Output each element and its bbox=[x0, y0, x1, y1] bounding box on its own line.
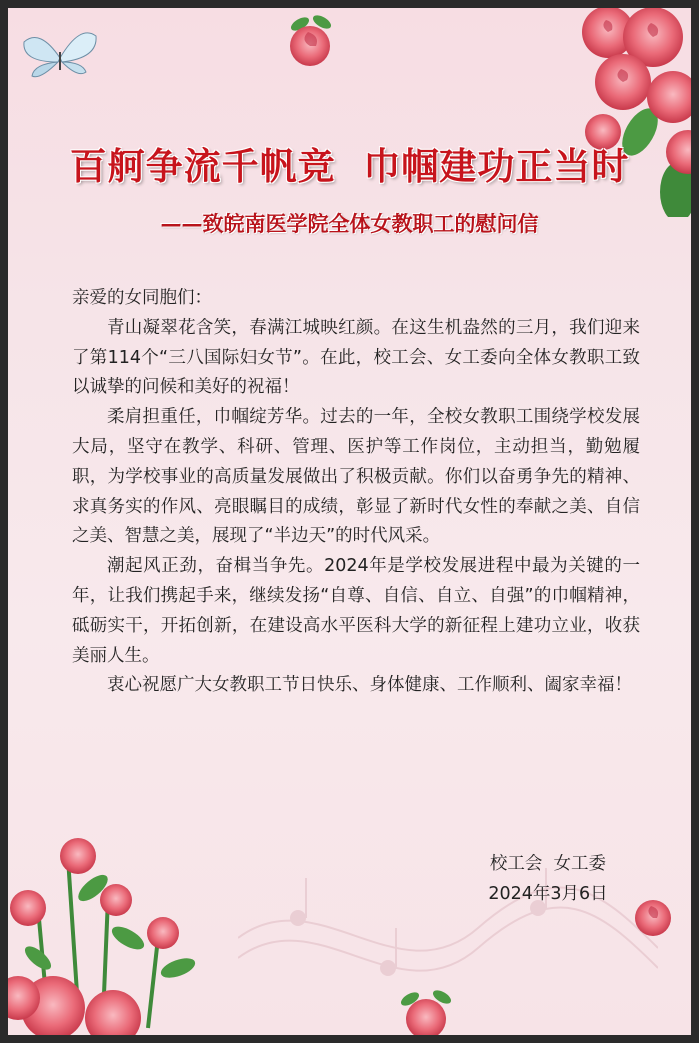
signature-date: 2024年3月6日 bbox=[488, 883, 608, 904]
rose-icon bbox=[280, 12, 340, 72]
letter-paragraph: 潮起风正劲，奋楫当争先。2024年是学校发展进程中最为关键的一年，让我们携起手来，继续发扬“自尊、自信、自立、自强”的巾帼精神，砥砺实干，开拓创新，在建设高水平医科大学的新征程上建功立业，收获美丽人生。 bbox=[72, 556, 640, 666]
page-subtitle: ——致皖南医学院全体女教职工的慰问信 bbox=[160, 211, 539, 236]
letter-paragraph: 青山凝翠花含笑，春满江城映红颜。在这生机盎然的三月，我们迎来了第114个“三八国际妇女节”。在此，校工会、女工委向全体女教职工致以诚挚的问候和美好的祝福！ bbox=[72, 317, 640, 398]
letter-body bbox=[72, 284, 640, 701]
butterfly-icon bbox=[20, 28, 100, 88]
rose-bouquet-bottom-left bbox=[8, 828, 208, 1035]
signature-org: 校工会 女工委 bbox=[489, 854, 607, 874]
letter-salutation: 亲爱的女同胞们： bbox=[72, 288, 212, 308]
page-title: 百舸争流千帆竞 巾帼建功正当时 bbox=[69, 144, 630, 188]
poster bbox=[8, 8, 691, 1035]
letter-paragraph: 衷心祝愿广大女教职工节日快乐、身体健康、工作顺利、阖家幸福！ bbox=[107, 675, 632, 696]
letter-paragraph: 柔肩担重任，巾帼绽芳华。过去的一年，全校女教职工围绕学校发展大局，坚守在教学、科研、管理、医护等工作岗位，主动担当，勤勉履职，为学校事业的高质量发展做出了积极贡献。你们以奋勇争先的精神、求真务实的作风、亮眼瞩目的成绩，彰显了新时代女性的奉献之美、自信之美、智慧之美，展现了“半边天”的时代风采。 bbox=[72, 407, 640, 547]
signature bbox=[463, 850, 633, 910]
